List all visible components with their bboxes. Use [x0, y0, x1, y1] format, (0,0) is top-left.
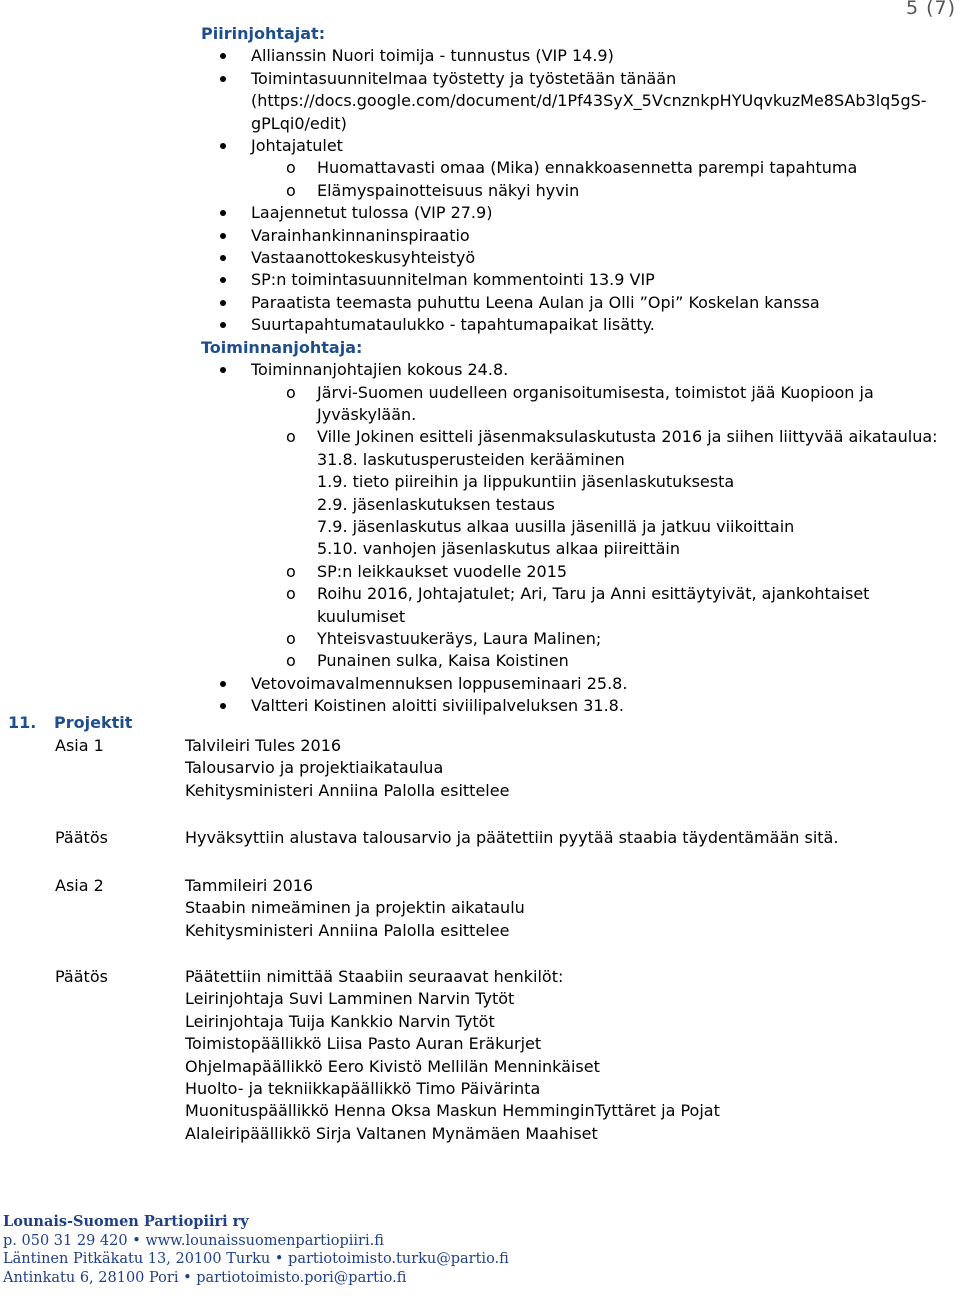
list-item: Vetovoimavalmennuksen loppuseminaari 25.8.: [201, 673, 951, 695]
document-link[interactable]: (https://docs.google.com/document/d/1Pf43SyX_5VcnznkpHYUqvkuzMe8SAb3lq5gS-: [251, 91, 927, 111]
footer: [3, 1213, 509, 1287]
section-title: Projektit: [54, 713, 133, 732]
list-item: Toiminnanjohtajien kokous 24.8.: [201, 359, 951, 381]
section-heading: [8, 712, 132, 734]
asia1-paatos: Hyväksyttiin alustava talousarvio ja päätettiin pyytää staabia täydentämään sitä.: [185, 828, 839, 847]
list-item: Johtajatulet: [201, 135, 951, 157]
footer-address-pori: Antinkatu 6, 28100 Pori • partiotoimisto.pori@partio.fi: [3, 1269, 407, 1286]
list-item: Paraatista teemasta puhuttu Leena Aulan ja Olli ”Opi” Koskelan kanssa: [201, 292, 951, 314]
asia2-paatos: Päätettiin nimittää Staabiin seuraavat henkilöt: Leirinjohtaja Suvi Lamminen Narvin Tytöt Leirinjohtaja Tuija Kankkio Narvin Tytöt Toimistopäällikkö Liisa Pasto Auran Eräkurjet Ohjelmapäällikkö Eero Kivistö Mellilän Menninkäiset Huolto- ja tekniikkapäällikkö Timo Päivärinta Muonituspäällikkö Henna Oksa Maskun HemminginTyttäret ja Pojat Alaleiripäällikkö Sirja Valtanen Mynämäen Maahiset: [185, 967, 720, 1143]
asia1-description: Talvileiri Tules 2016 Talousarvio ja projektiaikataulua Kehitysministeri Anniina Palolla esittelee: [185, 736, 510, 800]
sub-item: o Elämyspainotteisuus näkyi hyvin: [201, 180, 951, 202]
list-item: SP:n toimintasuunnitelman kommentointi 13.9 VIP: [201, 269, 951, 291]
asia1-paatos-label: Päätös: [55, 828, 108, 847]
footer-org: Lounais-Suomen Partiopiiri ry: [3, 1213, 249, 1230]
list-item: Varainhankinnaninspiraatio: [201, 225, 951, 247]
asia1-label: Asia 1: [55, 736, 104, 755]
sub-item: o Järvi-Suomen uudelleen organisoitumisesta, toimistot jää Kuopioon ja Jyväskylään.: [201, 382, 951, 427]
page-number: 5 (7): [905, 0, 956, 19]
sub-item: o SP:n leikkaukset vuodelle 2015: [201, 561, 951, 583]
sub-item: o Huomattavasti omaa (Mika) ennakkoasennetta parempi tapahtuma: [201, 157, 951, 179]
sub-item: o Ville Jokinen esitteli jäsenmaksulaskutusta 2016 ja siihen liittyvää aikataulua: 31.8. laskutusperusteiden kerääminen 1.9. tieto piireihin ja lippukuntiin jäsenlaskutuksesta 2.9. jäsenlaskutuksen testaus 7.9. jäsenlaskutus alkaa uusilla jäsenillä ja jatkuu viikoittain 5.10. vanhojen jäsenlaskutus alkaa piireittäin: [201, 426, 951, 560]
list-item: Vastaanottokeskusyhteistyö: [201, 247, 951, 269]
sub-item: o Punainen sulka, Kaisa Koistinen: [201, 650, 951, 672]
toiminnanjohtaja-list: [201, 359, 951, 718]
piirinjohtajat-list: [201, 45, 951, 336]
asia2-description: Tammileiri 2016 Staabin nimeäminen ja projektin aikataulu Kehitysministeri Anniina Palolla esittelee: [185, 876, 525, 940]
section-number: 11.: [8, 713, 37, 732]
list-item: Allianssin Nuori toimija - tunnustus (VIP 14.9): [201, 45, 951, 67]
asia2-paatos-label: Päätös: [55, 967, 108, 986]
sub-item: o Yhteisvastuukeräys, Laura Malinen;: [201, 628, 951, 650]
sub-item: o Roihu 2016, Johtajatulet; Ari, Taru ja Anni esittäytyivät, ajankohtaiset kuulumiset: [201, 583, 951, 628]
piirinjohtajat-header: Piirinjohtajat:: [201, 24, 326, 43]
footer-address-turku: Läntinen Pitkäkatu 13, 20100 Turku • partiotoimisto.turku@partio.fi: [3, 1251, 509, 1267]
list-item: Laajennetut tulossa (VIP 27.9): [201, 202, 951, 224]
document-link-cont[interactable]: gPLqi0/edit): [251, 113, 347, 133]
list-item: Valtteri Koistinen aloitti siviilipalveluksen 31.8.: [201, 695, 951, 717]
asia2-label: Asia 2: [55, 876, 104, 895]
list-item: Toimintasuunnitelmaa työstetty ja työstetään tänään (https://docs.google.com/document/d/1Pf43SyX_5VcnznkpHYUqvkuzMe8SAb3lq5gS- gPLqi0/edit): [201, 68, 951, 135]
list-item: Suurtapahtumataulukko - tapahtumapaikat lisätty.: [201, 314, 951, 336]
footer-contact: p. 050 31 29 420 • www.lounaissuomenpartiopiiri.fi: [3, 1232, 384, 1249]
main-body: [201, 23, 951, 718]
toiminnanjohtaja-header: Toiminnanjohtaja:: [201, 337, 363, 357]
